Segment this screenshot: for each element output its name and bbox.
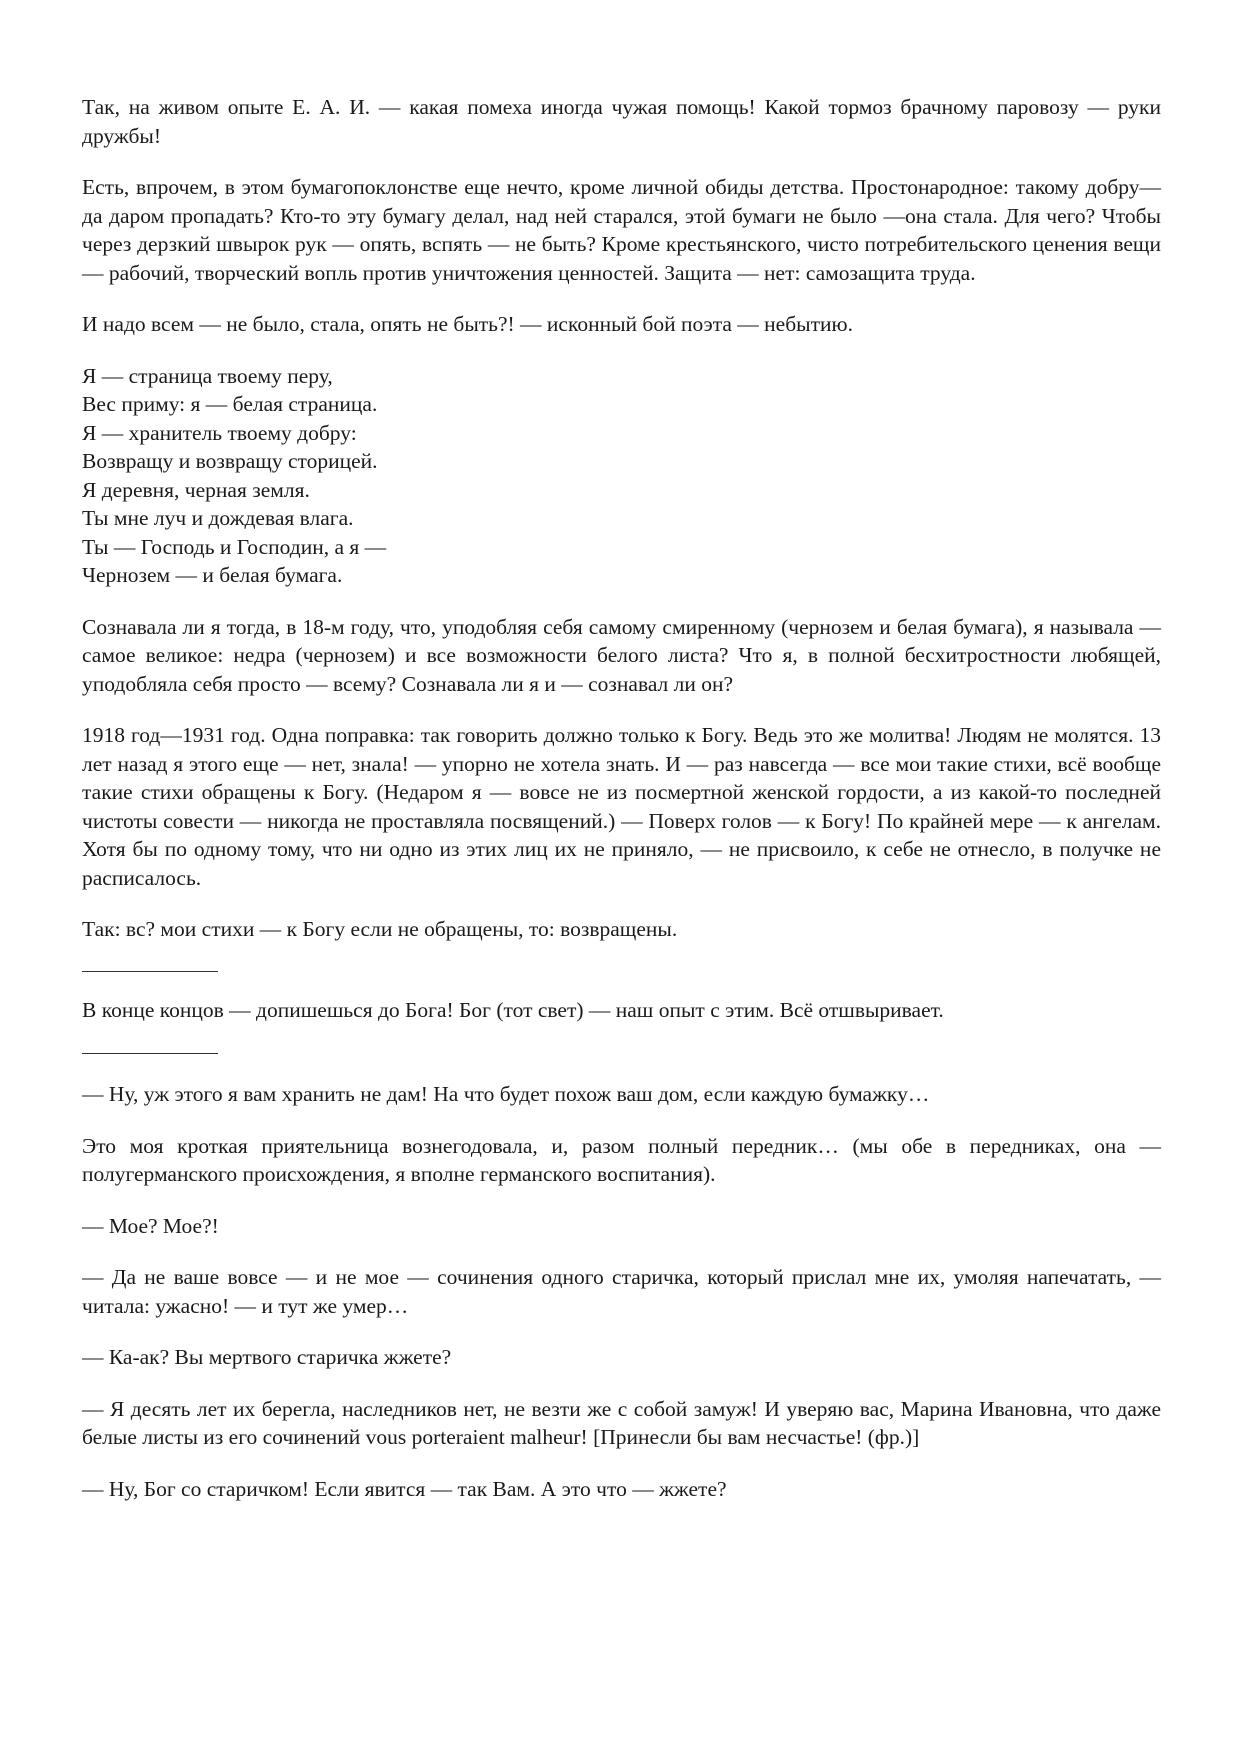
- poem-stanza: [82, 362, 1161, 590]
- paragraph: Сознавала ли я тогда, в 18-м году, что, уподобляя себя самому смиренному (чернозем и белая бумага), я называла — самое великое: недра (чернозем) и все возможности белого листа? Что я, в полной бесхитростности любящей, уподобляла себя просто — всему? Сознавала ли я и — сознавал ли он?: [82, 614, 1161, 696]
- section-divider: [82, 1053, 218, 1054]
- paragraph: В конце концов — допишешься до Бога! Бог (тот свет) — наш опыт с этим. Всё отшвыривает.: [82, 997, 944, 1022]
- poem-line: Я деревня, черная земля.: [82, 477, 310, 502]
- poem-line: Я — хранитель твоему добру:: [82, 420, 357, 445]
- dialogue-line: — Да не ваше вовсе — и не мое — сочинения одного старичка, который прислал мне их, умоляя напечатать, — читала: ужасно! — и тут же умер…: [82, 1265, 1161, 1318]
- section-divider: [82, 971, 218, 972]
- poem-line: Ты — Господь и Господин, а я —: [82, 534, 387, 559]
- dialogue-line: — Ка-ак? Вы мертвого старичка жжете?: [82, 1345, 452, 1369]
- poem-line: Возвращу и возвращу сторицей.: [82, 449, 378, 473]
- poem-line: Чернозем — и белая бумага.: [82, 563, 343, 587]
- dialogue-line: — Мое? Мое?!: [82, 1213, 219, 1238]
- paragraph: Есть, впрочем, в этом бумагопоклонстве еще нечто, кроме личной обиды детства. Простонародное: такому добру—да даром пропадать? Кто-то эту бумагу делал, над ней старался, этой бумаги не было —она стала. Для чего? Чтобы через дерзкий швырок рук — опять, вспять — не быть? Кроме крестьянского, чисто потребительского ценения вещи — рабочий, творческий вопль против уничтожения ценностей. Защита — нет: самозащита труда.: [82, 175, 1161, 285]
- poem-line: Вес приму: я — белая страница.: [82, 392, 378, 416]
- paragraph: 1918 год—1931 год. Одна поправка: так говорить должно только к Богу. Ведь это же молитва! Людям не молятся. 13 лет назад я этого еще — нет, знала! — упорно не хотела знать. И — раз навсегда — все мои такие стихи, всё вообще такие стихи обращены к Богу. (Недаром я — вовсе не из посмертной женской гордости, а из какой-то последней чистоты совести — никогда не проставляла посвящений.) — Поверх голов — к Богу! По крайней мере — к ангелам. Хотя бы по одному тому, что ни одно из этих лиц их не приняло, — не присвоило, к себе не отнесло, в получке не расписалось.: [82, 723, 1161, 890]
- dialogue-line: — Я десять лет их берегла, наследников нет, не везти же с собой замуж! И уверяю вас, Марина Ивановна, что даже белые листы из его сочинений vous porteraient malheur! [Принесли бы вам несчастье! (фр.)]: [82, 1396, 1161, 1449]
- dialogue-line: — Ну, уж этого я вам хранить не дам! На что будет похож ваш дом, если каждую бумажку…: [82, 1082, 930, 1106]
- dialogue-line: — Ну, Бог со старичком! Если явится — так Вам. А это что — жжете?: [82, 1476, 727, 1501]
- paragraph: Это моя кроткая приятельница вознегодовала, и, разом полный передник… (мы обе в передниках, она — полугерманского происхождения, я вполне германского воспитания).: [82, 1133, 1161, 1186]
- paragraph: И надо всем — не было, стала, опять не быть?! — исконный бой поэта — небытию.: [82, 312, 853, 336]
- document-page: [82, 93, 1161, 1526]
- poem-line: Я — страница твоему перу,: [82, 363, 333, 388]
- paragraph: Так: вс? мои стихи — к Богу если не обращены, то: возвращены.: [82, 917, 678, 941]
- poem-line: Ты мне луч и дождевая влага.: [82, 506, 354, 530]
- paragraph: Так, на живом опыте Е. А. И. — какая помеха иногда чужая помощь! Какой тормоз брачному паровозу — руки дружбы!: [82, 95, 1161, 148]
